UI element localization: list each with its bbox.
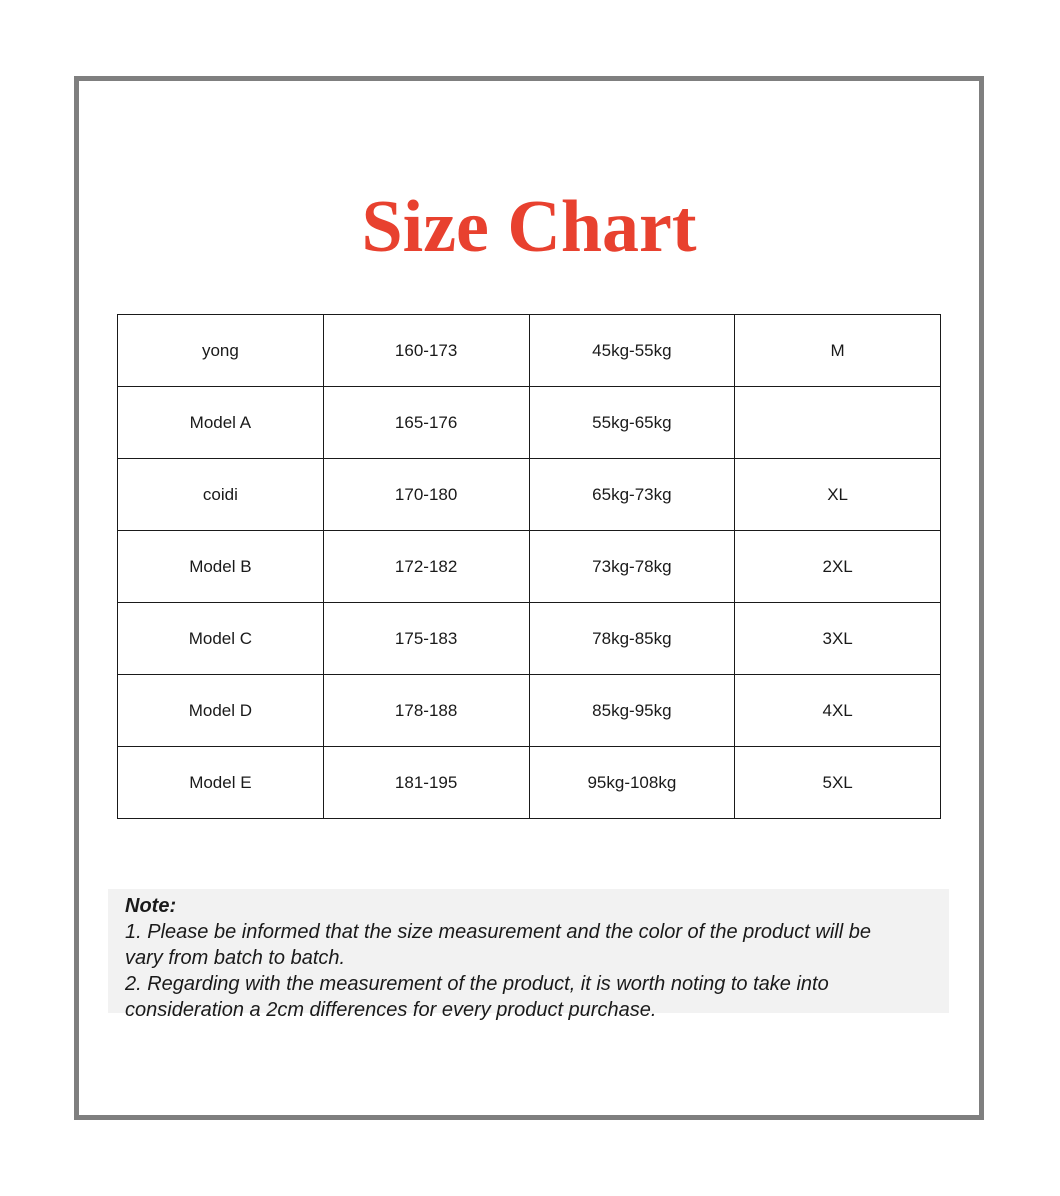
table-cell-size: 5XL [735,747,941,819]
table-row [118,675,941,747]
table-cell-weight: 55kg-65kg [529,387,735,459]
table-row [118,747,941,819]
note-line: consideration a 2cm differences for every product purchase. [125,999,657,1021]
table-row [118,459,941,531]
table-cell-size [735,387,941,459]
table-cell-height: 181-195 [323,747,529,819]
table-cell-height: 165-176 [323,387,529,459]
table-cell-model: Model D [118,675,324,747]
table-cell-model: yong [118,315,324,387]
table-cell-height: 160-173 [323,315,529,387]
table-row [118,315,941,387]
table-cell-size: 4XL [735,675,941,747]
note-heading: Note: [125,895,177,917]
note-box [108,889,949,1021]
table-cell-size: 3XL [735,603,941,675]
size-chart-frame [74,76,984,1120]
table-cell-height: 170-180 [323,459,529,531]
table-cell-model: coidi [118,459,324,531]
table-cell-height: 175-183 [323,603,529,675]
table-cell-size: XL [735,459,941,531]
table-cell-weight: 95kg-108kg [529,747,735,819]
table-cell-height: 172-182 [323,531,529,603]
table-cell-weight: 73kg-78kg [529,531,735,603]
note-line: 2. Regarding with the measurement of the product, it is worth noting to take into [125,973,829,995]
table-row [118,387,941,459]
table-cell-weight: 45kg-55kg [529,315,735,387]
table-cell-size: 2XL [735,531,941,603]
table-cell-model: Model C [118,603,324,675]
table-cell-model: Model B [118,531,324,603]
page-title: Size Chart [361,186,697,268]
size-table [117,314,941,819]
table-cell-model: Model E [118,747,324,819]
table-row [118,531,941,603]
note-line: vary from batch to batch. [125,947,346,969]
table-cell-model: Model A [118,387,324,459]
table-cell-weight: 65kg-73kg [529,459,735,531]
table-cell-weight: 78kg-85kg [529,603,735,675]
table-cell-weight: 85kg-95kg [529,675,735,747]
table-row [118,603,941,675]
note-line: 1. Please be informed that the size measurement and the color of the product will be [125,921,871,943]
table-cell-size: M [735,315,941,387]
table-cell-height: 178-188 [323,675,529,747]
